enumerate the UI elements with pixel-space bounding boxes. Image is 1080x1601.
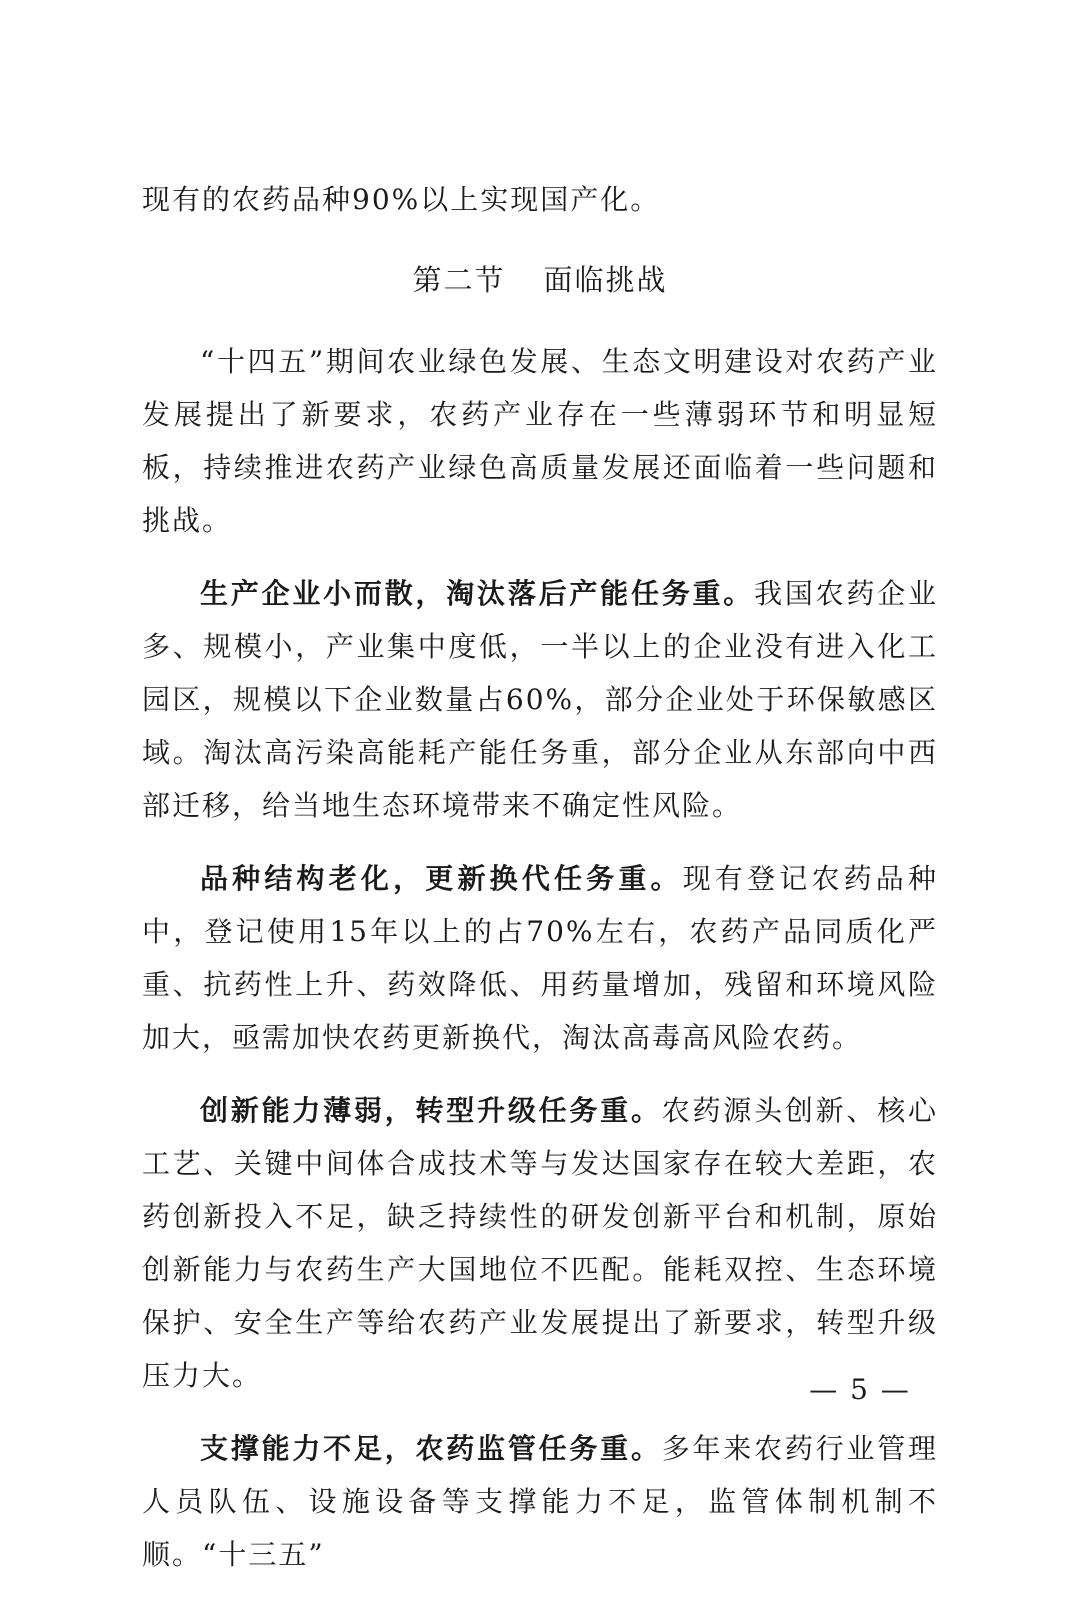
paragraph-lead: 生产企业小而散，淘汰落后产能任务重。	[200, 577, 755, 610]
paragraph-support	[142, 1422, 938, 1581]
page-number: — 5 —	[809, 1373, 911, 1406]
paragraph-lead: 品种结构老化，更新换代任务重。	[200, 862, 683, 895]
paragraph-body: 多年来农药行业管理人员队伍、设施设备等支撑能力不足，监管体制机制不顺。“十三五”	[142, 1432, 938, 1571]
section-number: 第二节	[412, 263, 506, 297]
section-title: 面临挑战	[543, 263, 668, 297]
paragraph-production	[142, 567, 938, 832]
section-heading	[0, 256, 1080, 304]
paragraph-lead: 支撑能力不足，农药监管任务重。	[200, 1432, 662, 1465]
paragraph-body: 现有登记农药品种中，登记使用15年以上的占70%左右，农药产品同质化严重、抗药性上升、药效降低、用药量增加，残留和环境风险加大，亟需加快农药更新换代，淘汰高毒高风险农药。	[142, 862, 938, 1054]
paragraph-body: 农药源头创新、核心工艺、关键中间体合成技术等与发达国家存在较大差距，农药创新投入不足，缺乏持续性的研发创新平台和机制，原始创新能力与农药生产大国地位不匹配。能耗双控、生态环境保护、安全生产等给农药产业发展提出了新要求，转型升级压力大。	[142, 1094, 938, 1392]
continuation-paragraph: 现有的农药品种90%以上实现国产化。	[142, 183, 661, 216]
body-paragraphs	[142, 335, 938, 1601]
paragraph-lead: 创新能力薄弱，转型升级任务重。	[200, 1094, 662, 1127]
paragraph-body: 我国农药企业多、规模小，产业集中度低，一半以上的企业没有进入化工园区，规模以下企业数量占60%，部分企业处于环保敏感区域。淘汰高污染高能耗产能任务重，部分企业从东部向中西部迁移，给当地生态环境带来不确定性风险。	[142, 577, 938, 822]
paragraph-intro	[142, 335, 938, 547]
paragraph-varieties	[142, 852, 938, 1064]
paragraph-body: “十四五”期间农业绿色发展、生态文明建设对农药产业发展提出了新要求，农药产业存在一些薄弱环节和明显短板，持续推进农药产业绿色高质量发展还面临着一些问题和挑战。	[142, 345, 938, 537]
paragraph-innovation	[142, 1084, 938, 1402]
continuation-text	[142, 173, 938, 226]
